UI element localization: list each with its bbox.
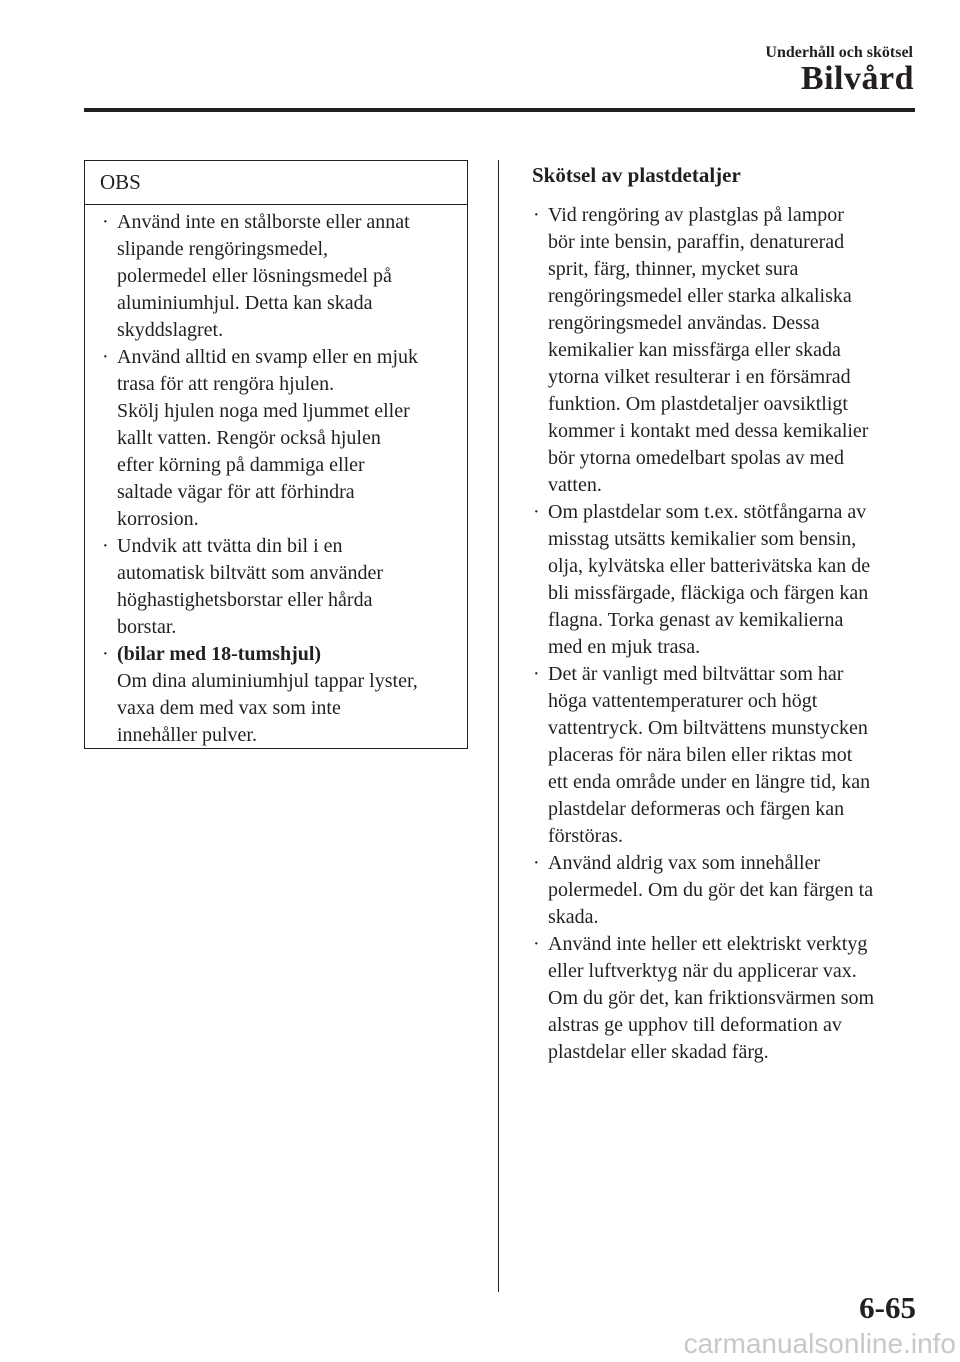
plastic-item-car-wash xyxy=(532,661,918,850)
bullet-icon: · xyxy=(533,501,540,523)
plastic-item-wax xyxy=(532,850,918,931)
plastic-item-text: Använd aldrig vax som innehåller polermedel. Om du gör det kan färgen ta skada. xyxy=(548,852,874,928)
chapter-title: Bilvård xyxy=(800,60,914,97)
plastic-item-lamp-glass xyxy=(532,202,918,499)
plastic-item-text: Använd inte heller ett elektriskt verktyg eller luftverktyg när du applicerar vax. Om du gör det, kan friktionsvärmen som alstras ge upphov till deformation av plastdelar eller skadad färg. xyxy=(548,933,875,1063)
obs-item-steel-brush xyxy=(101,209,461,344)
plastic-item-text: Det är vanligt med biltvättar som har höga vattentemperaturer och högt vattentryck. Om biltvättens munstycken placeras för nära bilen eller riktas mot ett enda område under en längre tid, kan plastdelar deformeras och färgen kan förstöras. xyxy=(548,663,871,847)
bullet-icon: · xyxy=(102,535,109,557)
obs-item-car-wash xyxy=(101,533,461,641)
obs-note-box xyxy=(84,160,468,749)
bullet-icon: · xyxy=(533,663,540,685)
plastic-care-list xyxy=(518,202,918,1066)
page-number: 6-65 xyxy=(859,1290,916,1325)
bullet-icon: · xyxy=(102,211,109,233)
obs-item-text: Undvik att tvätta din bil i en automatisk biltvätt som använder höghastighetsborstar eller hårda borstar. xyxy=(117,535,384,638)
obs-item-text: Om dina aluminiumhjul tappar lyster, vaxa dem med vax som inte innehåller pulver. xyxy=(117,670,418,746)
plastic-item-text: Vid rengöring av plastglas på lampor bör inte bensin, paraffin, denaturerad sprit, färg, thinner, mycket sura rengöringsmedel eller starka alkaliska rengöringsmedel användas. Dessa kemikalier kan missfärga eller skada ytorna vilket resulterar i en försämrad funktion. Om plastdetaljer oavsiktligt kommer i kontakt med dessa kemikalier bör ytorna omedelbart spolas av med vatten. xyxy=(548,204,869,496)
obs-item-18-inch-wheels xyxy=(101,641,461,749)
plastic-item-power-tool xyxy=(532,931,918,1066)
column-divider xyxy=(498,160,499,1292)
chapter-subtitle: Underhåll och skötsel xyxy=(765,44,913,61)
bullet-icon: · xyxy=(102,346,109,368)
plastic-care-section xyxy=(518,158,918,1066)
obs-item-text: Använd inte en stålborste eller annat slipande rengöringsmedel, polermedel eller lösningsmedel på aluminiumhjul. Detta kan skada skyddslagret. xyxy=(117,211,410,341)
section-title: Skötsel av plastdetaljer xyxy=(532,163,741,187)
plastic-item-text: Om plastdelar som t.ex. stötfångarna av misstag utsätts kemikalier som bensin, olja, kylvätska eller batterivätska kan de bli missfärgade, fläckiga och färgen kan flagna. Torka genast av kemikalierna med en mjuk trasa. xyxy=(548,501,871,658)
bullet-icon: · xyxy=(533,933,540,955)
obs-list xyxy=(85,205,467,749)
plastic-item-chemicals xyxy=(532,499,918,661)
bullet-icon: · xyxy=(533,204,540,226)
header-rule xyxy=(84,108,915,112)
obs-item-text: Använd alltid en svamp eller en mjuk trasa för att rengöra hjulen. Skölj hjulen noga med ljummet eller kallt vatten. Rengör också hjulen efter körning på dammiga eller saltade vägar för att förhindra korrosion. xyxy=(117,346,419,530)
bullet-icon: · xyxy=(533,852,540,874)
obs-item-heading: (bilar med 18-tumshjul) xyxy=(117,643,322,665)
watermark: carmanualsonline.info xyxy=(683,1328,956,1359)
bullet-icon: · xyxy=(102,643,109,665)
obs-title: OBS xyxy=(85,161,467,205)
obs-item-sponge xyxy=(101,344,461,533)
